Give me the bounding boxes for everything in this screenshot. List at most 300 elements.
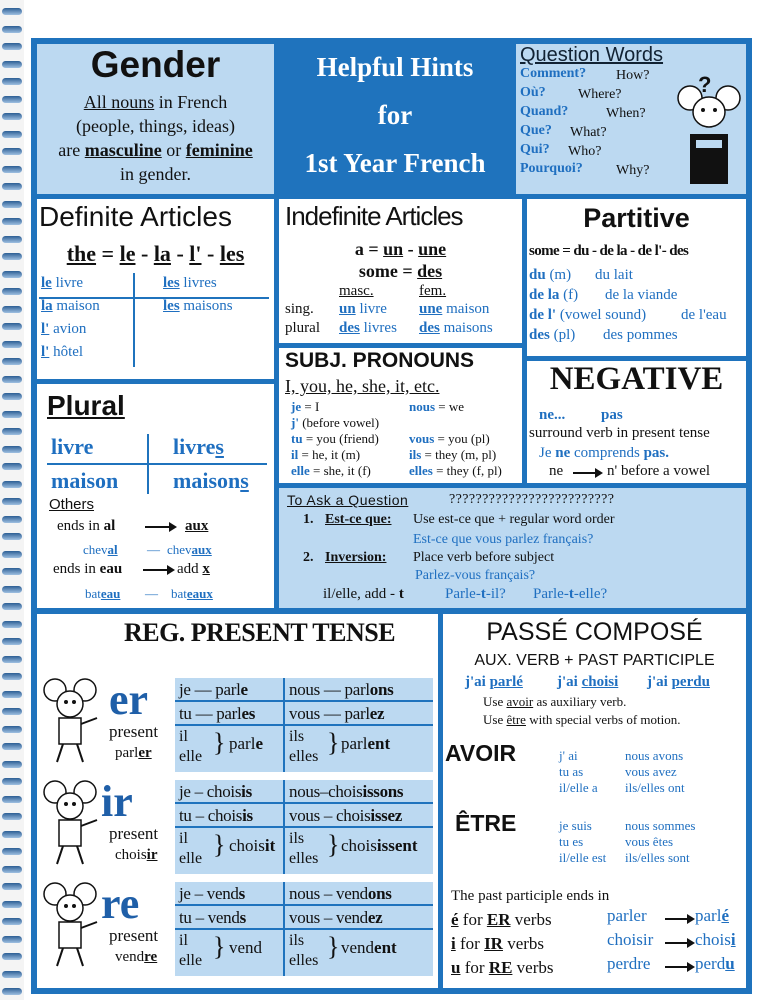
- subject-pronoun-singular: [291, 431, 379, 447]
- definite-plural-item: [163, 298, 233, 315]
- pp-infinitive: parler: [607, 906, 647, 925]
- third-plural-form: [341, 836, 418, 856]
- third-singular-form: [229, 734, 263, 754]
- conjugation-cell: [289, 884, 392, 904]
- spiral-coil: [2, 568, 22, 575]
- mouse-holding-question-icon: [676, 72, 742, 190]
- question-words-title: Question Words: [520, 44, 664, 66]
- subject-pronoun-singular: [291, 399, 319, 415]
- pronoun-elles: elles: [289, 850, 319, 867]
- aux: j'ai: [557, 674, 582, 690]
- cell-prefix: tu – vend: [179, 908, 240, 927]
- spiral-coil: [2, 481, 22, 488]
- conjugation-plural: vous avez: [625, 764, 677, 779]
- spiral-coil: [2, 148, 22, 155]
- spiral-coil: [2, 971, 22, 978]
- spiral-coil: [2, 778, 22, 785]
- plural-dash-2: —: [145, 586, 158, 601]
- pronoun: il: [291, 447, 299, 462]
- gender-line-2: (people, things, ideas): [76, 116, 235, 136]
- indefinite-line-1: a = un - une: [354, 239, 447, 259]
- subject-pronoun-singular: [291, 463, 371, 479]
- question-word-french: Que?: [520, 123, 552, 138]
- partitive-example: de l'eau: [681, 307, 727, 323]
- article: l': [41, 321, 50, 337]
- third-singular-form: [229, 938, 262, 958]
- brace: }: [213, 932, 226, 961]
- partitive-gender: (vowel sound): [556, 307, 647, 323]
- third-singular-form: [229, 836, 275, 856]
- question-words-panel: [516, 44, 746, 194]
- negative-example: Je ne comprends pas.: [539, 445, 670, 461]
- gender-line-1: All nouns in French: [83, 92, 228, 112]
- pp-ending: i: [451, 934, 456, 953]
- spiral-coil: [2, 253, 22, 260]
- ask-method-1-example: Est-ce que vous parlez français?: [413, 532, 594, 547]
- partitive-rule: [529, 287, 578, 304]
- spiral-coil: [2, 306, 22, 313]
- conjugation-cell: [179, 680, 248, 700]
- question-word-english: When?: [606, 106, 646, 121]
- pp-stem: chois: [695, 930, 731, 949]
- stem: bat: [85, 586, 101, 601]
- indefinite-articles-title: Indefinite Articles: [285, 201, 463, 231]
- negative-rule: surround verb in present tense: [529, 425, 710, 441]
- pp-end: i: [730, 930, 736, 949]
- partitive-article: des: [529, 327, 550, 343]
- stem: parl: [115, 745, 139, 761]
- conjugation-cell: [179, 782, 252, 802]
- question-word-french: Où?: [520, 85, 546, 100]
- partitive-article: du: [529, 267, 546, 283]
- partitive-formula: some = du - de la - de l'- des: [529, 243, 689, 259]
- plural-dash-1: —: [147, 542, 160, 557]
- spiral-coil: [2, 183, 22, 190]
- table-divider-h: [175, 724, 433, 726]
- conjugation-cell: [179, 884, 245, 904]
- cell-ending: ez: [367, 908, 383, 927]
- table-divider-h: [175, 904, 433, 906]
- spiral-coil: [2, 533, 22, 540]
- partitive-gender: (f): [559, 287, 579, 303]
- gender-title: Gender: [90, 44, 221, 85]
- table-divider-h: [175, 826, 433, 828]
- cell-prefix: vous — parl: [289, 704, 370, 723]
- plural-panel: [37, 384, 274, 608]
- present-label: present: [109, 824, 159, 843]
- conjugation-plural: nous avons: [625, 748, 684, 763]
- hints-line-3: 1st Year French: [304, 148, 486, 178]
- ending: ent: [374, 938, 397, 957]
- subject-pronouns-title: SUBJ. PRONOUNS: [285, 349, 475, 372]
- partitive-gender: (pl): [549, 327, 576, 343]
- passe-example: [647, 674, 710, 691]
- gender-line-4: in gender.: [120, 164, 191, 184]
- article: les: [163, 275, 180, 291]
- conjugation-cell: [289, 782, 403, 802]
- partitive-rule: [529, 307, 646, 324]
- plural-maison: maison: [51, 468, 119, 493]
- conjugation-plural: ils/elles sont: [625, 850, 690, 865]
- cell-ending: ons: [369, 680, 394, 699]
- brace: }: [213, 728, 226, 757]
- pp-group: RE: [488, 958, 513, 977]
- brace: }: [327, 932, 340, 961]
- spiral-coil: [2, 761, 22, 768]
- spiral-coil: [2, 411, 22, 418]
- meaning: = they (f, pl): [432, 463, 502, 478]
- definite-singular-item: [41, 298, 100, 315]
- spiral-coil: [2, 551, 22, 558]
- partitive-article: de la: [529, 287, 560, 303]
- conjugation-cell: [179, 704, 255, 724]
- passe-use-avoir: Use avoir as auxiliary verb.: [483, 694, 627, 709]
- meaning: = you (pl): [434, 431, 490, 446]
- pronoun: tu: [291, 431, 303, 446]
- spiral-coil: [2, 691, 22, 698]
- spiral-coil: [2, 201, 22, 208]
- indefinite-articles-panel: [279, 199, 522, 343]
- partitive-example: du lait: [595, 267, 633, 283]
- spiral-coil: [2, 271, 22, 278]
- question-word-french: Quand?: [520, 104, 569, 119]
- conjugation-cell: [179, 806, 253, 826]
- spiral-binding: [0, 0, 24, 1000]
- spiral-coil: [2, 621, 22, 628]
- plural-cheval: [83, 542, 118, 558]
- noun: livres: [179, 275, 217, 291]
- negative-pas-label: pas: [601, 407, 623, 423]
- ending: s: [215, 434, 224, 459]
- pronoun-ils: ils: [289, 830, 305, 847]
- partitive-article: de l': [529, 307, 557, 323]
- spiral-coil: [2, 498, 22, 505]
- partitive-rule: [529, 327, 575, 344]
- definite-divider-v: [133, 273, 135, 367]
- arrow-icon: [143, 565, 175, 575]
- indefinite-fem-label: fem.: [419, 283, 447, 299]
- indefinite-line-2: some = des: [358, 261, 443, 281]
- pp-for: for: [455, 934, 485, 953]
- cell-prefix: tu – chois: [179, 806, 243, 825]
- ending: s: [240, 468, 249, 493]
- spiral-coil: [2, 638, 22, 645]
- question-word-english: What?: [570, 125, 607, 140]
- partitive-panel: [527, 199, 746, 356]
- helpful-hints-title-panel: [278, 44, 512, 194]
- indefinite-un-livre: un livre: [339, 301, 387, 317]
- pronoun: vous: [409, 431, 435, 446]
- cell-ending: s: [238, 884, 245, 903]
- spiral-coil: [2, 831, 22, 838]
- cell-prefix: nous–chois: [289, 782, 363, 801]
- ending: it: [264, 836, 276, 855]
- pp-infinitive: perdre: [607, 954, 651, 973]
- meaning: = I: [301, 399, 320, 414]
- article: les: [163, 298, 180, 314]
- conjugation-cell: [289, 806, 402, 826]
- spiral-coil: [2, 463, 22, 470]
- gender-panel: [37, 44, 274, 194]
- pp-for: for: [458, 910, 487, 929]
- svg-text:?: ?: [698, 72, 712, 97]
- plural-chevaux: [167, 542, 212, 558]
- indefinite-des-livres: des livres: [339, 320, 397, 336]
- passe-compose-title: PASSÉ COMPOSÉ: [486, 618, 703, 646]
- partitive-title: Partitive: [583, 203, 690, 233]
- spiral-coil: [2, 341, 22, 348]
- stem: chois: [341, 836, 377, 855]
- cell-ending: ez: [369, 704, 385, 723]
- plural-rule-add-x: add x: [177, 561, 210, 577]
- negative-vowel-ne: ne: [549, 463, 564, 479]
- pronoun: j': [291, 415, 299, 430]
- stem: vend: [341, 938, 375, 957]
- question-word-french: Comment?: [520, 66, 587, 81]
- gender-line-3: are masculine or feminine: [58, 140, 253, 160]
- noun: maison: [52, 298, 100, 314]
- indefinite-plural-label: plural: [285, 320, 320, 336]
- cell-ending: is: [241, 782, 252, 801]
- spiral-coil: [2, 726, 22, 733]
- definite-articles-title: Definite Articles: [39, 201, 232, 232]
- meaning: (before vowel): [298, 415, 380, 430]
- hints-line-2: for: [377, 100, 413, 130]
- ask-add-t-rule: il/elle, add - t: [323, 586, 404, 602]
- spiral-coil: [2, 428, 22, 435]
- past-participle-rule: [451, 958, 554, 978]
- spiral-coil: [2, 936, 22, 943]
- spiral-coil: [2, 78, 22, 85]
- cell-prefix: je – chois: [179, 782, 242, 801]
- article: le: [41, 275, 52, 291]
- subject-pronoun-singular: [291, 447, 360, 463]
- third-plural-form: [341, 938, 397, 958]
- indefinite-masc-label: masc.: [339, 283, 374, 299]
- meaning: = he, it (m): [298, 447, 361, 462]
- infinitive-choisir: [115, 847, 158, 864]
- cell-prefix: vous – vend: [289, 908, 368, 927]
- mouse-mascot-icon: [41, 674, 101, 766]
- definite-singular-item: [41, 275, 83, 292]
- pp-stem: parl: [695, 906, 722, 925]
- subject-pronoun-plural: [409, 463, 502, 479]
- conjugation-singular: j' ai: [559, 748, 578, 763]
- question-word-french: Qui?: [520, 142, 550, 157]
- ask-method-1-name: Est-ce que:: [325, 512, 392, 527]
- spiral-coil: [2, 96, 22, 103]
- cell-prefix: je – vend: [179, 884, 239, 903]
- noun: avion: [49, 321, 87, 337]
- conjugation-table-vendre: [175, 882, 433, 976]
- ask-parle-t-il: Parle-t-il?: [445, 586, 506, 602]
- spiral-coil: [2, 866, 22, 873]
- spiral-coil: [2, 586, 22, 593]
- brace: }: [213, 830, 226, 859]
- pp-ending: u: [451, 958, 461, 977]
- ending: eaux: [186, 586, 213, 601]
- cell-prefix: nous – vend: [289, 884, 368, 903]
- spiral-coil: [2, 901, 22, 908]
- spiral-coil: [2, 323, 22, 330]
- pp-result: [695, 930, 736, 950]
- arrow-icon: [665, 962, 695, 972]
- pp-verbs: verbs: [510, 910, 552, 929]
- definite-formula: the = le - la - l' - les: [66, 241, 245, 266]
- pp-end: é: [721, 906, 729, 925]
- stem: chois: [115, 847, 147, 863]
- passe-compose-panel: [443, 614, 746, 988]
- pronoun-ils: ils: [289, 932, 305, 949]
- ask-method-2-name: Inversion:: [325, 550, 387, 565]
- subject-pronoun-plural: [409, 431, 490, 447]
- plural-others-label: Others: [49, 496, 95, 513]
- ending: re: [144, 949, 158, 965]
- mouse-mascot-icon: [41, 776, 101, 868]
- ending: eau: [100, 586, 121, 601]
- spiral-coil: [2, 446, 22, 453]
- passe-example: [465, 674, 523, 691]
- conjugation-cell: [289, 704, 384, 724]
- plural-livre: livre: [51, 434, 94, 459]
- plural-divider-h: [47, 463, 267, 465]
- cell-ending: ons: [367, 884, 392, 903]
- definite-articles-panel: [37, 199, 274, 379]
- partitive-example: de la viande: [605, 287, 678, 303]
- ending: al: [107, 542, 118, 557]
- meaning: = she, it (f): [309, 463, 371, 478]
- mouse-mascot-icon: [41, 878, 101, 970]
- pp-end: u: [725, 954, 735, 973]
- negative-panel: [527, 361, 746, 483]
- subject-pronoun-plural: [409, 447, 496, 463]
- noun: livre: [51, 275, 84, 291]
- spiral-coil: [2, 953, 22, 960]
- indefinite-une-maison: une maison: [419, 301, 490, 317]
- aux: j'ai: [647, 674, 672, 690]
- cell-ending: issez: [370, 806, 402, 825]
- spiral-coil: [2, 813, 22, 820]
- pronoun-elle: elle: [179, 952, 203, 969]
- past-participle-rule: [451, 934, 544, 954]
- participle: perdu: [671, 674, 710, 690]
- noun: maisons: [179, 298, 233, 314]
- conjugation-table-parler: [175, 678, 433, 772]
- pp-verbs: verbs: [502, 934, 545, 953]
- aux: j'ai: [465, 674, 490, 690]
- ending: er: [138, 745, 152, 761]
- plural-title: Plural: [47, 390, 125, 421]
- participle: parlé: [489, 674, 523, 690]
- pp-stem: perd: [695, 954, 726, 973]
- ask-question-marks: ?????????????????????????: [449, 492, 615, 507]
- subject-pronoun-singular: [291, 415, 379, 431]
- plural-livres: [173, 434, 224, 460]
- pp-group: ER: [486, 910, 511, 929]
- ask-method-2-desc: Place verb before subject: [413, 550, 555, 565]
- stem: bat: [171, 586, 187, 601]
- ending: ent: [367, 734, 391, 753]
- subject-pronouns-panel: [279, 348, 522, 483]
- negative-ne-label: ne...: [539, 407, 566, 423]
- ending: e: [255, 734, 263, 753]
- hints-line-1: Helpful Hints: [316, 52, 474, 82]
- article: la: [41, 298, 53, 314]
- participle: choisi: [581, 674, 619, 690]
- partitive-rule: [529, 267, 571, 284]
- spiral-coil: [2, 61, 22, 68]
- plural-rule-al: ends in al: [57, 518, 116, 534]
- ending: aux: [191, 542, 212, 557]
- cell-prefix: je — parl: [179, 680, 241, 699]
- pp-ending: é: [451, 910, 459, 929]
- plural-rule-eau: ends in eau: [53, 561, 123, 577]
- conjugation-cell: [179, 908, 246, 928]
- ask-method-2-example: Parlez-vous français?: [415, 568, 536, 583]
- pp-result: [695, 954, 735, 974]
- cell-prefix: vous – chois: [289, 806, 371, 825]
- present-label: present: [109, 926, 159, 945]
- spiral-coil: [2, 603, 22, 610]
- table-divider-h: [175, 700, 433, 702]
- conjugation-singular: tu as: [559, 764, 584, 779]
- ending: ir: [146, 847, 158, 863]
- plural-bateau: [85, 586, 120, 602]
- brace: }: [327, 830, 340, 859]
- etre-label: ÊTRE: [455, 810, 517, 836]
- definite-singular-item: [41, 321, 86, 338]
- present-tense-panel: [37, 614, 438, 988]
- arrow-icon: [145, 522, 177, 532]
- pp-result: [695, 906, 729, 926]
- indefinite-des-maisons: des maisons: [419, 320, 493, 336]
- infinitive-vendre: [115, 949, 157, 966]
- spiral-coil: [2, 131, 22, 138]
- ask-question-title: To Ask a Question: [287, 492, 409, 508]
- pp-group: IR: [484, 934, 503, 953]
- subject-pronouns-heading: I, you, he, she, it, etc.: [285, 376, 440, 396]
- cell-ending: issons: [362, 782, 404, 801]
- conjugation-singular: il/elle a: [559, 780, 598, 795]
- subject-pronoun-plural: [409, 399, 464, 415]
- conjugation-table-choisir: [175, 780, 433, 874]
- brace: }: [327, 728, 340, 757]
- pronoun-elles: elles: [289, 952, 319, 969]
- arrow-icon: [573, 468, 603, 478]
- pronoun-elle: elle: [179, 850, 203, 867]
- spiral-coil: [2, 218, 22, 225]
- spiral-coil: [2, 358, 22, 365]
- past-participle-heading: The past participle ends in: [451, 888, 610, 904]
- ask-parle-t-elle: Parle-t-elle?: [533, 586, 608, 602]
- question-word-english: How?: [616, 68, 650, 83]
- conjugation-plural: ils/elles ont: [625, 780, 685, 795]
- conjugation-singular: je suis: [559, 818, 592, 833]
- partitive-gender: (m): [545, 267, 572, 283]
- passe-compose-subtitle: AUX. VERB + PAST PARTICIPLE: [474, 652, 715, 669]
- pronoun-elle: elle: [179, 748, 203, 765]
- meaning: = we: [435, 399, 465, 414]
- pronoun: elle: [291, 463, 310, 478]
- third-plural-form: [341, 734, 390, 754]
- past-participle-rule: [451, 910, 552, 930]
- spiral-coil: [2, 166, 22, 173]
- verb-ending-er: er: [109, 675, 149, 724]
- conjugation-cell: [289, 680, 393, 700]
- cell-ending: is: [242, 806, 253, 825]
- pronoun-il: il: [179, 932, 188, 949]
- pronoun-il: il: [179, 830, 188, 847]
